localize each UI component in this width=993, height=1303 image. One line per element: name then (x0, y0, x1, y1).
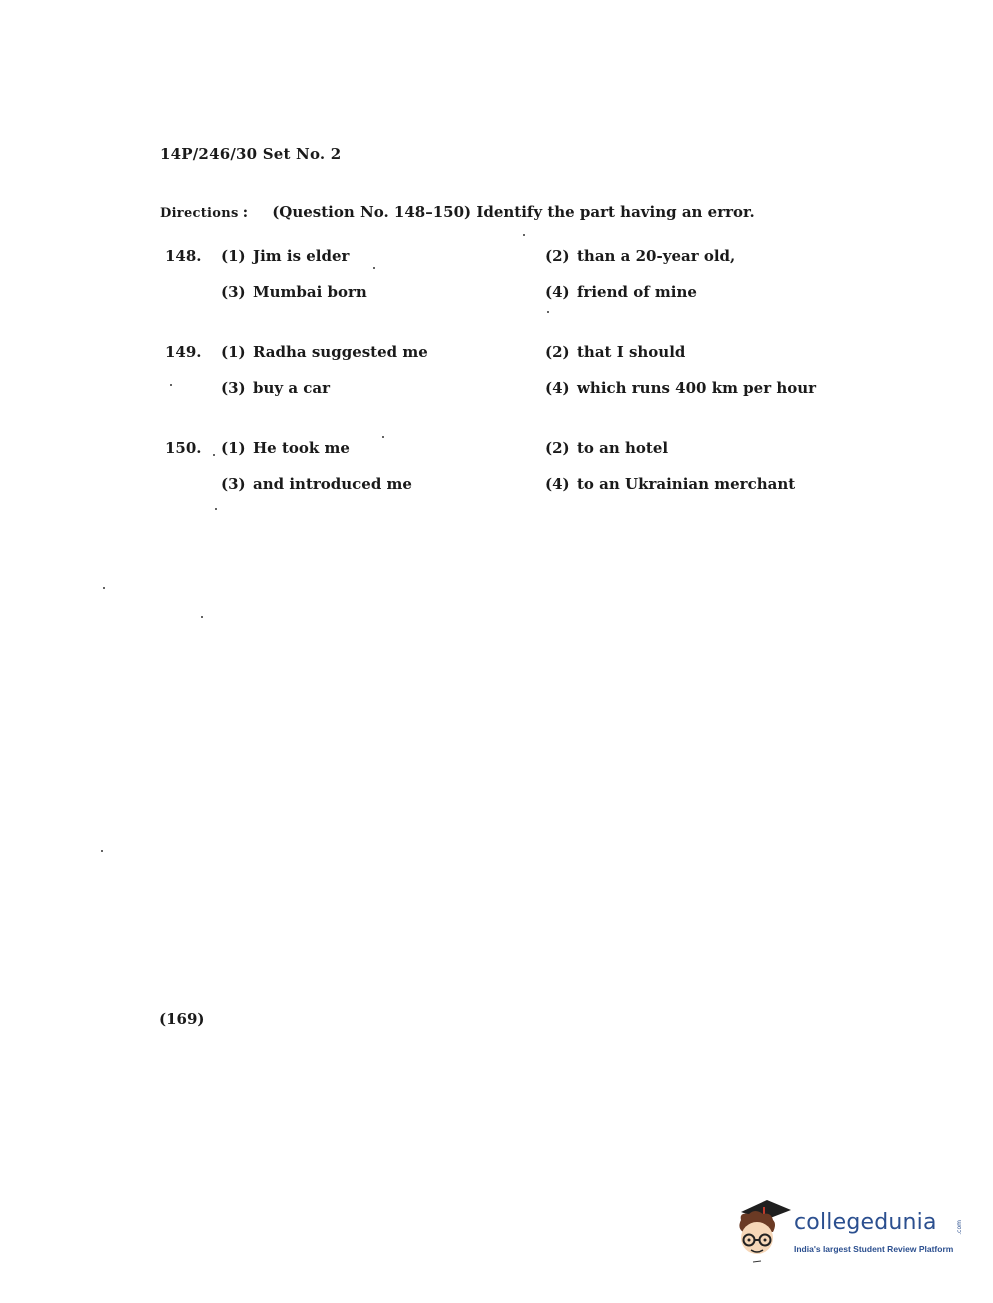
scan-speck (201, 616, 203, 618)
option (545, 343, 685, 361)
option (221, 379, 330, 397)
option (221, 439, 350, 457)
logo-tagline: India's largest Student Review Platform (794, 1244, 954, 1254)
directions-label: Directions (160, 206, 239, 221)
option-index: (4) (545, 379, 570, 397)
option-index: (4) (545, 475, 570, 493)
option-text: than a 20-year old, (577, 247, 736, 265)
directions-colon: : (242, 203, 249, 221)
scan-speck (523, 234, 525, 236)
collegedunia-logo[interactable] (733, 1198, 963, 1268)
scan-speck (170, 384, 172, 386)
student-mascot-icon (733, 1198, 793, 1264)
option-text: buy a car (253, 379, 331, 397)
option-index: (2) (545, 439, 570, 457)
scan-speck (213, 454, 215, 456)
option-text: and introduced me (253, 475, 412, 493)
option-text: He took me (253, 439, 350, 457)
scan-speck (101, 850, 103, 852)
scan-speck (373, 267, 375, 269)
directions (160, 203, 755, 221)
option-text: Mumbai born (253, 283, 367, 301)
option-index: (2) (545, 343, 570, 361)
option (545, 283, 697, 301)
option-index: (3) (221, 283, 246, 301)
option (221, 247, 349, 265)
option (545, 439, 668, 457)
scan-speck (547, 311, 549, 313)
option-index: (3) (221, 379, 246, 397)
option (545, 247, 735, 265)
option-text: friend of mine (577, 283, 697, 301)
scan-speck (103, 587, 105, 589)
option (545, 475, 795, 493)
option-text: which runs 400 km per hour (577, 379, 817, 397)
question-number: 149. (165, 343, 202, 361)
page-number: (169) (159, 1010, 205, 1028)
directions-text: (Question No. 148–150) Identify the part having an error. (272, 203, 755, 221)
option-text: Radha suggested me (253, 343, 428, 361)
paper-code: 14P/246/30 Set No. 2 (160, 145, 342, 163)
scan-speck (215, 508, 217, 510)
option-index: (1) (221, 343, 246, 361)
logo-domain-suffix: .com (956, 1220, 963, 1235)
option (221, 283, 367, 301)
question-number: 148. (165, 247, 202, 265)
scan-speck (382, 436, 384, 438)
option-text: to an hotel (577, 439, 669, 457)
option-text: that I should (577, 343, 686, 361)
option (221, 343, 428, 361)
option (221, 475, 412, 493)
option-index: (2) (545, 247, 570, 265)
option-text: to an Ukrainian merchant (577, 475, 796, 493)
question-number: 150. (165, 439, 202, 457)
option-index: (3) (221, 475, 246, 493)
option-index: (1) (221, 247, 246, 265)
logo-wordmark: collegedunia (794, 1210, 937, 1235)
option (545, 379, 816, 397)
option-index: (4) (545, 283, 570, 301)
option-text: Jim is elder (253, 247, 350, 265)
option-index: (1) (221, 439, 246, 457)
